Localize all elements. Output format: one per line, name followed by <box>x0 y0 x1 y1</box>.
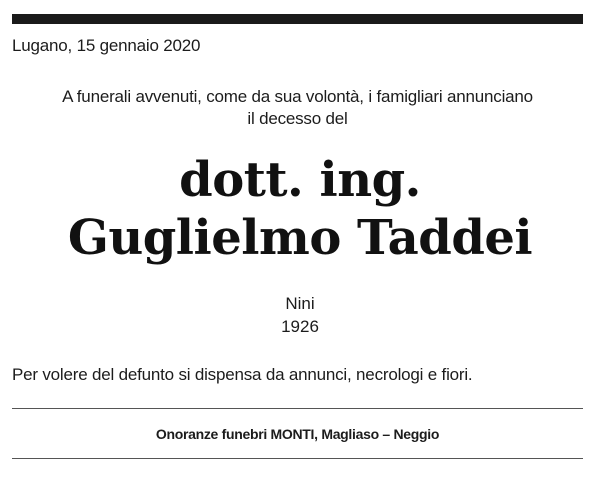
divider-upper <box>12 408 583 409</box>
deceased-title: dott. ing. <box>179 152 421 208</box>
place-date: Lugano, 15 gennaio 2020 <box>12 36 201 55</box>
intro-line-2: il decesso del <box>247 109 348 128</box>
family-request: Per volere del defunto si dispensa da annunci, necrologi e fiori. <box>12 365 473 384</box>
funeral-home: Onoranze funebri MONTI, Magliaso – Neggio <box>155 426 440 442</box>
birth-year: 1926 <box>281 317 319 336</box>
deceased-nickname: Nini <box>285 294 315 313</box>
divider-lower <box>12 458 583 459</box>
intro-line-1: A funerali avvenuti, come da sua volontà, i famigliari annunciano <box>62 87 533 106</box>
top-rule <box>12 14 583 24</box>
deceased-name: Guglielmo Taddei <box>67 210 533 266</box>
